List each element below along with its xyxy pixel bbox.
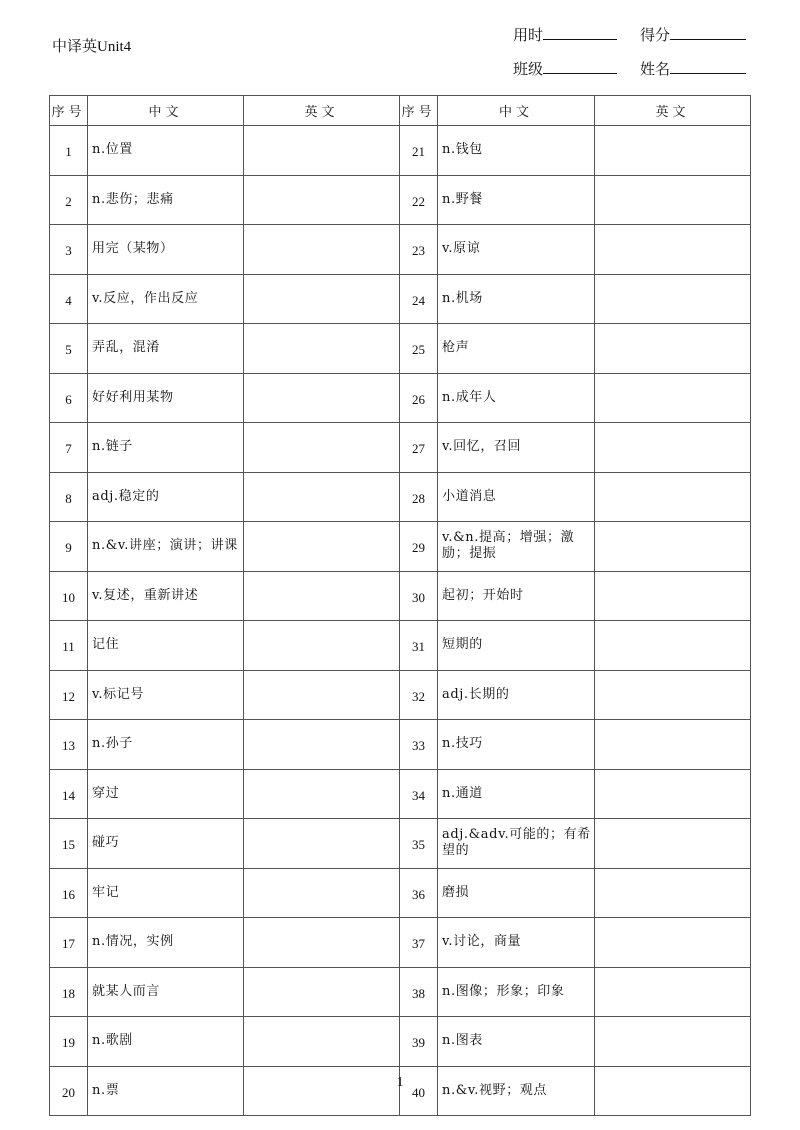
item-number: 9 <box>50 522 88 572</box>
chinese-term: n.情况，实例 <box>88 918 244 968</box>
english-answer-cell[interactable] <box>595 819 751 869</box>
chinese-term: n.图像；形象；印象 <box>438 967 595 1017</box>
english-answer-cell[interactable] <box>595 571 751 621</box>
chinese-term: n.位置 <box>88 126 244 176</box>
item-number: 24 <box>400 274 438 324</box>
item-number: 11 <box>50 621 88 671</box>
english-answer-cell[interactable] <box>595 274 751 324</box>
item-number: 8 <box>50 472 88 522</box>
table-row <box>50 522 751 572</box>
table-row <box>50 868 751 918</box>
chinese-term: 记住 <box>88 621 244 671</box>
chinese-term: 短期的 <box>438 621 595 671</box>
item-number: 5 <box>50 324 88 374</box>
class-blank[interactable] <box>543 59 617 74</box>
english-answer-cell[interactable] <box>595 769 751 819</box>
score-label: 得分 <box>640 26 671 44</box>
chinese-term: v.反应，作出反应 <box>88 274 244 324</box>
header-chinese-right: 中文 <box>438 96 595 126</box>
header-english-right: 英文 <box>595 96 751 126</box>
english-answer-cell[interactable] <box>244 918 400 968</box>
english-answer-cell[interactable] <box>244 720 400 770</box>
item-number: 4 <box>50 274 88 324</box>
item-number: 19 <box>50 1017 88 1067</box>
item-number: 16 <box>50 868 88 918</box>
chinese-term: n.成年人 <box>438 373 595 423</box>
item-number: 30 <box>400 571 438 621</box>
english-answer-cell[interactable] <box>595 720 751 770</box>
english-answer-cell[interactable] <box>595 670 751 720</box>
chinese-term: 碰巧 <box>88 819 244 869</box>
time-field <box>513 24 617 45</box>
english-answer-cell[interactable] <box>244 225 400 275</box>
english-answer-cell[interactable] <box>595 1017 751 1067</box>
english-answer-cell[interactable] <box>244 1017 400 1067</box>
name-blank[interactable] <box>670 59 746 74</box>
chinese-term: adj.长期的 <box>438 670 595 720</box>
chinese-term: n.图表 <box>438 1017 595 1067</box>
name-label: 姓名 <box>640 60 671 78</box>
table-row <box>50 621 751 671</box>
table-body <box>50 126 751 1116</box>
english-answer-cell[interactable] <box>244 373 400 423</box>
table-row <box>50 373 751 423</box>
english-answer-cell[interactable] <box>244 175 400 225</box>
header-english-left: 英文 <box>244 96 400 126</box>
chinese-term: 好好利用某物 <box>88 373 244 423</box>
english-answer-cell[interactable] <box>595 621 751 671</box>
chinese-term: n.链子 <box>88 423 244 473</box>
item-number: 39 <box>400 1017 438 1067</box>
item-number: 33 <box>400 720 438 770</box>
item-number: 25 <box>400 324 438 374</box>
time-blank[interactable] <box>543 25 617 40</box>
item-number: 29 <box>400 522 438 572</box>
chinese-term: n.技巧 <box>438 720 595 770</box>
item-number: 40 <box>400 1066 438 1116</box>
english-answer-cell[interactable] <box>595 522 751 572</box>
chinese-term: v.&n.提高；增强；激励；提振 <box>438 522 595 572</box>
chinese-term: n.悲伤；悲痛 <box>88 175 244 225</box>
document-title: 中译英Unit4 <box>52 39 132 55</box>
page-number: 1 <box>396 1075 404 1090</box>
english-answer-cell[interactable] <box>595 967 751 1017</box>
table-row <box>50 126 751 176</box>
item-number: 32 <box>400 670 438 720</box>
header-number-right: 序号 <box>400 96 438 126</box>
item-number: 27 <box>400 423 438 473</box>
item-number: 1 <box>50 126 88 176</box>
chinese-term: n.票 <box>88 1066 244 1116</box>
table-row <box>50 274 751 324</box>
table-header-row <box>50 96 751 126</box>
english-answer-cell[interactable] <box>595 225 751 275</box>
chinese-term: adj.&adv.可能的；有希望的 <box>438 819 595 869</box>
chinese-term: 起初；开始时 <box>438 571 595 621</box>
item-number: 36 <box>400 868 438 918</box>
english-answer-cell[interactable] <box>244 472 400 522</box>
english-answer-cell[interactable] <box>244 126 400 176</box>
english-answer-cell[interactable] <box>244 423 400 473</box>
chinese-term: 枪声 <box>438 324 595 374</box>
item-number: 18 <box>50 967 88 1017</box>
item-number: 22 <box>400 175 438 225</box>
chinese-term: v.原谅 <box>438 225 595 275</box>
chinese-term: n.野餐 <box>438 175 595 225</box>
chinese-term: 弄乱，混淆 <box>88 324 244 374</box>
item-number: 13 <box>50 720 88 770</box>
english-answer-cell[interactable] <box>244 522 400 572</box>
table-row <box>50 670 751 720</box>
english-answer-cell[interactable] <box>244 274 400 324</box>
table-row <box>50 423 751 473</box>
table-row <box>50 819 751 869</box>
table-row <box>50 225 751 275</box>
table-row <box>50 571 751 621</box>
chinese-term: n.钱包 <box>438 126 595 176</box>
item-number: 7 <box>50 423 88 473</box>
table-row <box>50 769 751 819</box>
chinese-term: 小道消息 <box>438 472 595 522</box>
table-row <box>50 720 751 770</box>
item-number: 12 <box>50 670 88 720</box>
english-answer-cell[interactable] <box>595 126 751 176</box>
english-answer-cell[interactable] <box>244 571 400 621</box>
table-row <box>50 918 751 968</box>
table-row <box>50 1017 751 1067</box>
chinese-term: n.歌剧 <box>88 1017 244 1067</box>
table-row <box>50 324 751 374</box>
item-number: 28 <box>400 472 438 522</box>
table-row <box>50 967 751 1017</box>
item-number: 38 <box>400 967 438 1017</box>
english-answer-cell[interactable] <box>595 918 751 968</box>
item-number: 3 <box>50 225 88 275</box>
item-number: 2 <box>50 175 88 225</box>
item-number: 15 <box>50 819 88 869</box>
chinese-term: n.&v.讲座；演讲；讲课 <box>88 522 244 572</box>
score-blank[interactable] <box>670 25 746 40</box>
score-field <box>640 24 746 45</box>
chinese-term: v.讨论，商量 <box>438 918 595 968</box>
english-answer-cell[interactable] <box>244 868 400 918</box>
item-number: 31 <box>400 621 438 671</box>
class-field <box>513 58 617 79</box>
chinese-term: 磨损 <box>438 868 595 918</box>
item-number: 10 <box>50 571 88 621</box>
vocabulary-table <box>49 95 751 1116</box>
name-field <box>640 58 746 79</box>
item-number: 17 <box>50 918 88 968</box>
chinese-term: v.回忆，召回 <box>438 423 595 473</box>
english-answer-cell[interactable] <box>595 423 751 473</box>
english-answer-cell[interactable] <box>244 819 400 869</box>
english-answer-cell[interactable] <box>244 967 400 1017</box>
english-answer-cell[interactable] <box>595 175 751 225</box>
chinese-term: n.孙子 <box>88 720 244 770</box>
chinese-term: 牢记 <box>88 868 244 918</box>
table-row <box>50 175 751 225</box>
header-chinese-left: 中文 <box>88 96 244 126</box>
english-answer-cell[interactable] <box>244 769 400 819</box>
english-answer-cell[interactable] <box>244 621 400 671</box>
english-answer-cell[interactable] <box>595 868 751 918</box>
item-number: 20 <box>50 1066 88 1116</box>
item-number: 6 <box>50 373 88 423</box>
english-answer-cell[interactable] <box>244 324 400 374</box>
chinese-term: v.复述，重新讲述 <box>88 571 244 621</box>
time-label: 用时 <box>513 26 544 44</box>
chinese-term: n.机场 <box>438 274 595 324</box>
table-row <box>50 472 751 522</box>
english-answer-cell[interactable] <box>595 324 751 374</box>
item-number: 35 <box>400 819 438 869</box>
item-number: 21 <box>400 126 438 176</box>
english-answer-cell[interactable] <box>595 373 751 423</box>
chinese-term: 用完（某物） <box>88 225 244 275</box>
item-number: 34 <box>400 769 438 819</box>
chinese-term: n.通道 <box>438 769 595 819</box>
chinese-term: 就某人而言 <box>88 967 244 1017</box>
chinese-term: adj.稳定的 <box>88 472 244 522</box>
english-answer-cell[interactable] <box>244 670 400 720</box>
english-answer-cell[interactable] <box>595 472 751 522</box>
item-number: 26 <box>400 373 438 423</box>
chinese-term: 穿过 <box>88 769 244 819</box>
header-number-left: 序号 <box>50 96 88 126</box>
item-number: 37 <box>400 918 438 968</box>
class-label: 班级 <box>513 60 544 78</box>
item-number: 23 <box>400 225 438 275</box>
item-number: 14 <box>50 769 88 819</box>
chinese-term: v.标记号 <box>88 670 244 720</box>
chinese-term: n.&v.视野；观点 <box>438 1066 595 1116</box>
